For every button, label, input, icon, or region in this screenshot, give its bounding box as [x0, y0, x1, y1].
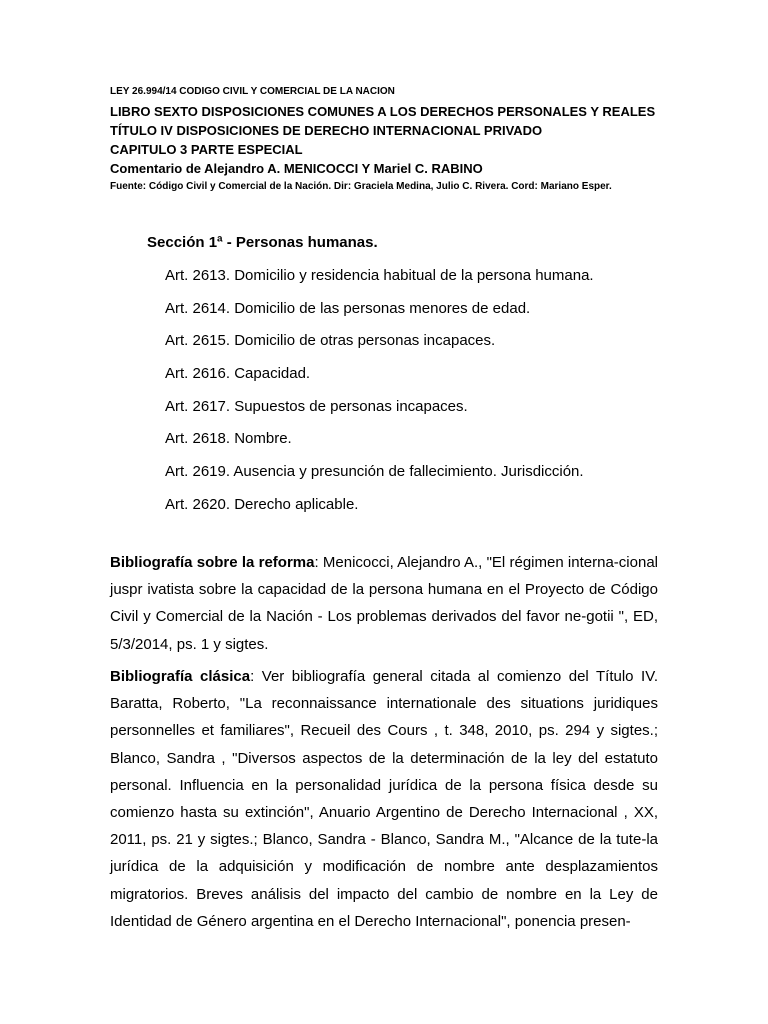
article-item: Art. 2615. Domicilio de otras personas incapaces. [165, 332, 496, 350]
source-line: Fuente: Código Civil y Comercial de la Nación. Dir: Graciela Medina, Julio C. Rivera. Cord: Mariano Esper. [110, 181, 612, 192]
book-title: LIBRO SEXTO DISPOSICIONES COMUNES A LOS DERECHOS PERSONALES Y REALES [110, 104, 656, 119]
document-header [110, 85, 710, 193]
bibliography-reform-paragraph [110, 549, 658, 658]
article-item: Art. 2613. Domicilio y residencia habitual de la persona humana. [165, 267, 594, 284]
article-item: Art. 2614. Domicilio de las personas menores de edad. [165, 299, 531, 317]
article-item: Art. 2619. Ausencia y presunción de fallecimiento. Jurisdicción. [165, 463, 584, 481]
bibliography-classic-label: Bibliografía clásica [110, 668, 251, 685]
section-title: Sección 1ª - Personas humanas. [147, 234, 378, 251]
law-title: LEY 26.994/14 CODIGO CIVIL Y COMERCIAL DE LA NACION [110, 86, 395, 97]
article-item: Art. 2616. Capacidad. [165, 365, 311, 383]
article-list [165, 266, 594, 528]
chapter-heading: CAPITULO 3 PARTE ESPECIAL [110, 142, 303, 157]
bibliography-classic-paragraph [110, 663, 658, 935]
article-item: Art. 2620. Derecho aplicable. [165, 495, 359, 513]
article-item: Art. 2617. Supuestos de personas incapaces. [165, 397, 468, 415]
article-item: Art. 2618. Nombre. [165, 430, 292, 448]
bibliography-classic-text: : Ver bibliografía general citada al comienzo del Título IV. Baratta, Roberto, "La reconnaissance internationale des situations juridiques personnelles et familiares", Recueil des Cours , t. 348, 2010, ps. 294 y sigtes.; Blanco, Sandra , "Diversos aspectos de la determinación de la ley del estatuto personal. Influencia en la personalidad jurídica de la persona física desde su comienzo hasta su extinción", Anuario Argentino de Derecho Internacional , XX, 2011, ps. 21 y sigtes.; Blanco, Sandra - Blanco, Sandra M., "Alcance de la tute-la jurídica de la adquisición y modificación de nombre ante desplazamientos migratorios. Breves análisis del impacto del cambio de nombre en la Ley de Identidad de Género argentina en el Derecho Internacional", ponencia presen- [110, 668, 658, 930]
bibliography-reform-label: Bibliografía sobre la reforma [110, 554, 315, 571]
bibliography-reform-text: : Menicocci, Alejandro A., "El régimen interna-cional juspr ivatista sobre la capacidad de la persona humana en el Proyecto de Código Civil y Comercial de la Nación - Los problemas derivados del favor ne-gotii ", ED, 5/3/2014, ps. 1 y sigtes. [110, 554, 658, 653]
title-heading: TÍTULO IV DISPOSICIONES DE DERECHO INTERNACIONAL PRIVADO [110, 123, 543, 138]
commentary-authors: Comentario de Alejandro A. MENICOCCI Y Mariel C. RABINO [110, 161, 483, 176]
